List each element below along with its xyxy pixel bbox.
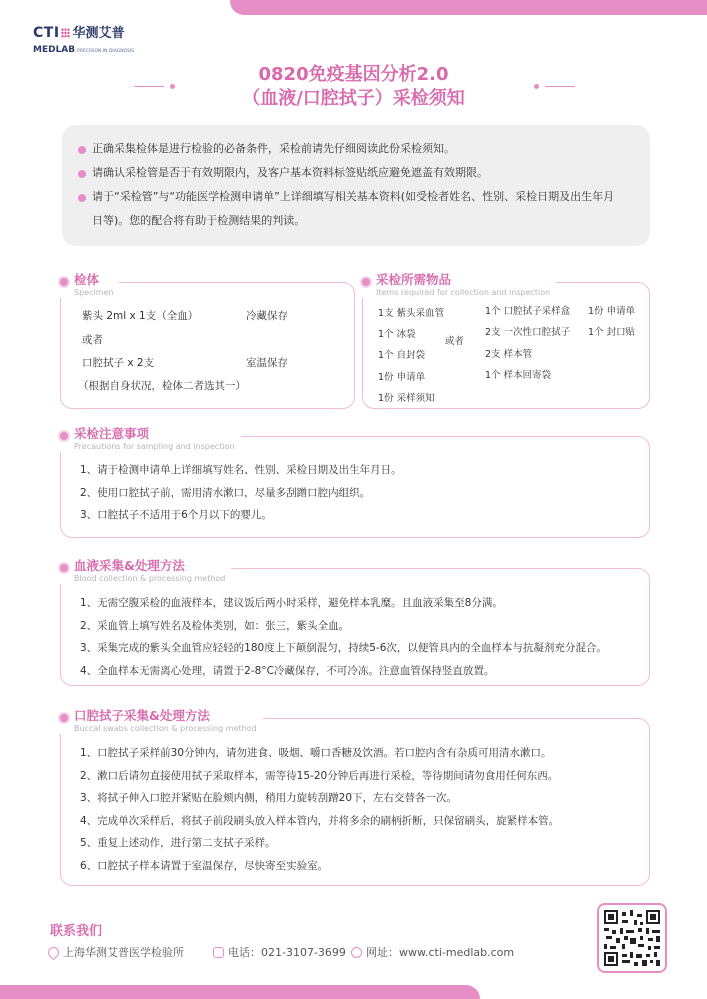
section-dot-icon xyxy=(60,432,68,440)
list-item: 1、无需空腹采检的血液样本，建议饭后两小时采样，避免样本乳糜。且血液采集至8分满。 xyxy=(80,597,503,609)
buccal-header xyxy=(60,708,263,734)
page-title-line1: 0820免疫基因分析2.0 xyxy=(258,64,449,85)
company-logo xyxy=(33,25,134,57)
phone-text: 电话：021-3107-3699 xyxy=(228,946,346,959)
item-text: 1份 采样须知 xyxy=(378,393,435,404)
intro-item: 正确采集检体是进行检验的必备条件，采检前请先仔细阅读此份采检须知。 xyxy=(78,137,636,161)
section-dot-icon xyxy=(60,564,68,572)
item-text: 1个 封口贴 xyxy=(588,327,636,338)
list-item: 5、重复上述动作，进行第二支拭子采样。 xyxy=(80,837,276,849)
intro-box xyxy=(62,125,650,246)
items-subtitle: Items required for collection and inspection xyxy=(376,288,551,297)
bullet-icon xyxy=(78,170,86,178)
blood-subtitle: Blood collection & processing method xyxy=(74,574,226,583)
bullet-icon xyxy=(78,146,86,154)
logo-cti-text: CTI xyxy=(33,25,60,41)
specimen-swab-storage: 室温保存 xyxy=(246,357,288,369)
specimen-note: （根据自身状况，检体二者选其一） xyxy=(78,380,246,392)
list-item: 2、使用口腔拭子前，需用清水漱口，尽量多刮蹭口腔内组织。 xyxy=(80,486,371,499)
section-dot-icon xyxy=(60,714,68,722)
specimen-or: 或者 xyxy=(82,334,103,346)
logo-dots-icon xyxy=(61,28,70,38)
buccal-title: 口腔拭子采集&处理方法 xyxy=(74,708,210,723)
item-text: 2支 样本管 xyxy=(485,349,533,360)
list-item: 6、口腔拭子样本请置于室温保存，尽快寄至实验室。 xyxy=(80,859,329,872)
list-item: 1、口腔拭子采样前30分钟内，请勿进食、吸烟、嚼口香糖及饮酒。若口腔内含有杂质可用清水漱口。 xyxy=(80,747,552,759)
list-item: 1、请于检测申请单上详细填写姓名、性别、采检日期及出生年月日。 xyxy=(80,464,402,476)
contact-title: 联系我们 xyxy=(50,924,103,939)
notes-subtitle: Precautions for sampling and inspection xyxy=(74,442,235,451)
list-item: 3、将拭子伸入口腔并紧贴在脸颊内侧，稍用力旋转刮蹭20下，左右交替各一次。 xyxy=(80,792,458,804)
items-header xyxy=(362,272,556,298)
list-item: 4、完成单次采样后，将拭子前段刷头放入样本管内，并将多余的刷柄折断，只保留刷头，旋紧样本管。 xyxy=(80,814,560,827)
logo-cn-text: 华测艾普 xyxy=(72,26,125,41)
item-text: 1个 冰袋 xyxy=(378,329,416,340)
qr-code-icon xyxy=(604,910,660,966)
specimen-header xyxy=(60,272,119,298)
footer-web[interactable] xyxy=(351,944,514,960)
notes-list xyxy=(80,459,402,527)
buccal-list xyxy=(80,742,559,877)
item-text: 1份 申请单 xyxy=(378,372,426,383)
intro-item: 请于“采检管”与“功能医学检测申请单”上详细填写相关基本资料(如受检者姓名、性别、采检日期及出生年月 日等)。您的配合将有助于检测结果的判读。 xyxy=(78,185,636,233)
item-text: 1个 口腔拭子采样盒 xyxy=(485,306,571,317)
items-or: 或者 xyxy=(445,336,465,347)
phone-icon xyxy=(213,947,224,958)
qr-code xyxy=(597,903,667,973)
section-dot-icon xyxy=(60,278,68,286)
bottom-decor-bar xyxy=(0,985,480,999)
blood-list xyxy=(80,592,607,682)
notes-header xyxy=(60,426,241,452)
item-text: 1个 自封袋 xyxy=(378,350,426,361)
logo-tagline: PRECISION IN DIAGNOSIS xyxy=(77,49,135,54)
location-icon xyxy=(46,944,62,960)
item-text: 1份 申请单 xyxy=(588,306,636,317)
item-text: 2支 一次性口腔拭子 xyxy=(485,327,571,338)
globe-icon xyxy=(351,947,362,958)
list-item: 4、全血样本无需离心处理，请置于2-8°C冷藏保存，不可冷冻。注意血管保持竖直放置。 xyxy=(80,664,495,677)
notes-title: 采检注意事项 xyxy=(74,426,150,441)
specimen-swab: 口腔拭子 x 2支 xyxy=(82,357,155,369)
buccal-subtitle: Buccal swabs collection & processing method xyxy=(74,724,257,733)
specimen-blood: 紫头 2ml x 1支（全血） xyxy=(82,310,199,322)
specimen-title: 检体 xyxy=(74,272,100,287)
list-item: 3、口腔拭子不适用于6个月以下的婴儿。 xyxy=(80,509,272,521)
blood-header xyxy=(60,558,231,584)
intro-item: 请确认采检管是否于有效期限内，及客户基本资料标签贴纸应避免遮盖有效期限。 xyxy=(78,161,636,185)
blood-title: 血液采集&处理方法 xyxy=(74,558,185,573)
footer-phone xyxy=(213,944,346,960)
list-item: 2、采血管上填写姓名及检体类别，如：张三，紫头全血。 xyxy=(80,619,350,632)
address-text: 上海华测艾普医学检验所 xyxy=(63,946,184,959)
item-text: 1支 紫头采血管 xyxy=(378,308,445,319)
page-title-line2: （血液/口腔拭子）采检须知 xyxy=(242,88,465,109)
logo-medlab-text: MEDLAB xyxy=(33,45,76,55)
specimen-blood-storage: 冷藏保存 xyxy=(246,310,288,322)
website-link[interactable]: 网址：www.cti-medlab.com xyxy=(366,946,515,959)
specimen-subtitle: Specimen xyxy=(74,288,114,297)
items-title: 采检所需物品 xyxy=(376,272,452,287)
list-item: 2、漱口后请勿直接使用拭子采取样本，需等待15-20分钟后再进行采检，等待期间请勿食用任何东西。 xyxy=(80,769,559,782)
section-dot-icon xyxy=(362,278,370,286)
bullet-icon xyxy=(78,194,86,202)
top-decor-bar xyxy=(230,0,707,15)
footer-address xyxy=(48,944,184,960)
list-item: 3、采集完成的紫头全血管应轻轻的180度上下颠倒混匀，持续5-6次，以便管具内的全血样本与抗凝剂充分混合。 xyxy=(80,642,607,654)
item-text: 1个 样本回寄袋 xyxy=(485,370,552,381)
